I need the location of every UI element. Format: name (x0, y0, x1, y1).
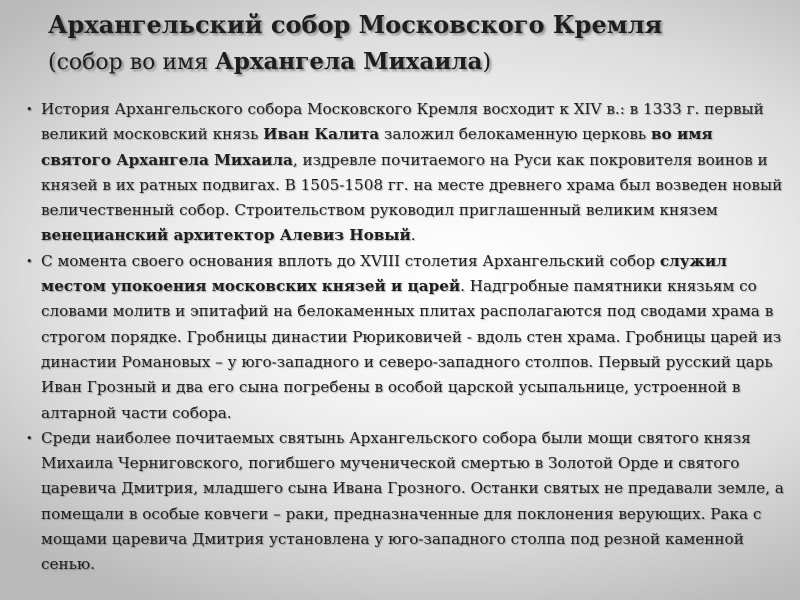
text-segment: Среди наиболее почитаемых святынь Архангельского собора были мощи святого князя Михаила Черниговского, погибшего мученической смертью в Золотой Орде и святого царевича Дмитрия, младшего сына Ивана Грозного. Останки святых не предавали земле, а помещали в особые ковчеги – раки, предназначенные для поклонения верующих. Рака с мощами царевича Дмитрия установлена у юго-западного столпа под резной каменной сенью. (41, 428, 784, 574)
title-line-2 (48, 44, 768, 81)
title-line-1: Архангельский собор Московского Кремля (48, 10, 663, 39)
bullet-icon: • (26, 103, 33, 116)
bullet-icon: • (26, 431, 33, 445)
title-line-2-bold: Архангела Михаила (215, 48, 483, 75)
title-line-2-prefix: (собор во имя (48, 50, 215, 75)
title-line-2-suffix: ) (482, 50, 492, 75)
text-segment: . Надгробные памятники князьям со словами молитв и эпитафий на белокаменных плитах располагаются под сводами храма в строгом порядке. Гробницы династии Рюриковичей - вдоль стен храма. Гробницы царей из династии Романовых – у юго-западного и северо-западного столпов. Первый русский царь Иван Грозный и два его сына погребены в особой царской усыпальнице, устроенной в алтарной части собора. (41, 277, 782, 422)
bullet-paragraph (26, 97, 786, 249)
bullet-paragraph (26, 426, 786, 578)
bullet-list (26, 97, 786, 578)
text-segment: История Архангельского собора Московского Кремля восходит к XIV в.: в 1333 г. первый великий московский князь (41, 100, 764, 144)
bold-text: венецианский архитектор Алевиз Новый (41, 226, 411, 245)
bold-text: Иван Калита (263, 125, 380, 144)
bullet-paragraph (26, 249, 786, 426)
bold-text: служил местом упокоения московских князей и царей (41, 251, 727, 296)
text-segment: , издревле почитаемого на Руси как покровителя воинов и князей в их ратных подвигах. В 1505-1508 гг. на месте древнего храма был возведен новый величественный собор. Строительством руководил приглашенный великим князем (41, 150, 783, 220)
slide-title (48, 6, 768, 81)
bullet-icon: • (26, 254, 33, 268)
text-segment: С момента своего основания вплоть до XVIII столетия Архангельский собор (41, 251, 660, 270)
text-segment: . (410, 226, 416, 245)
text-segment: заложил белокаменную церковь (379, 125, 651, 144)
bold-text: во имя святого Архангела Михаила (41, 125, 713, 169)
